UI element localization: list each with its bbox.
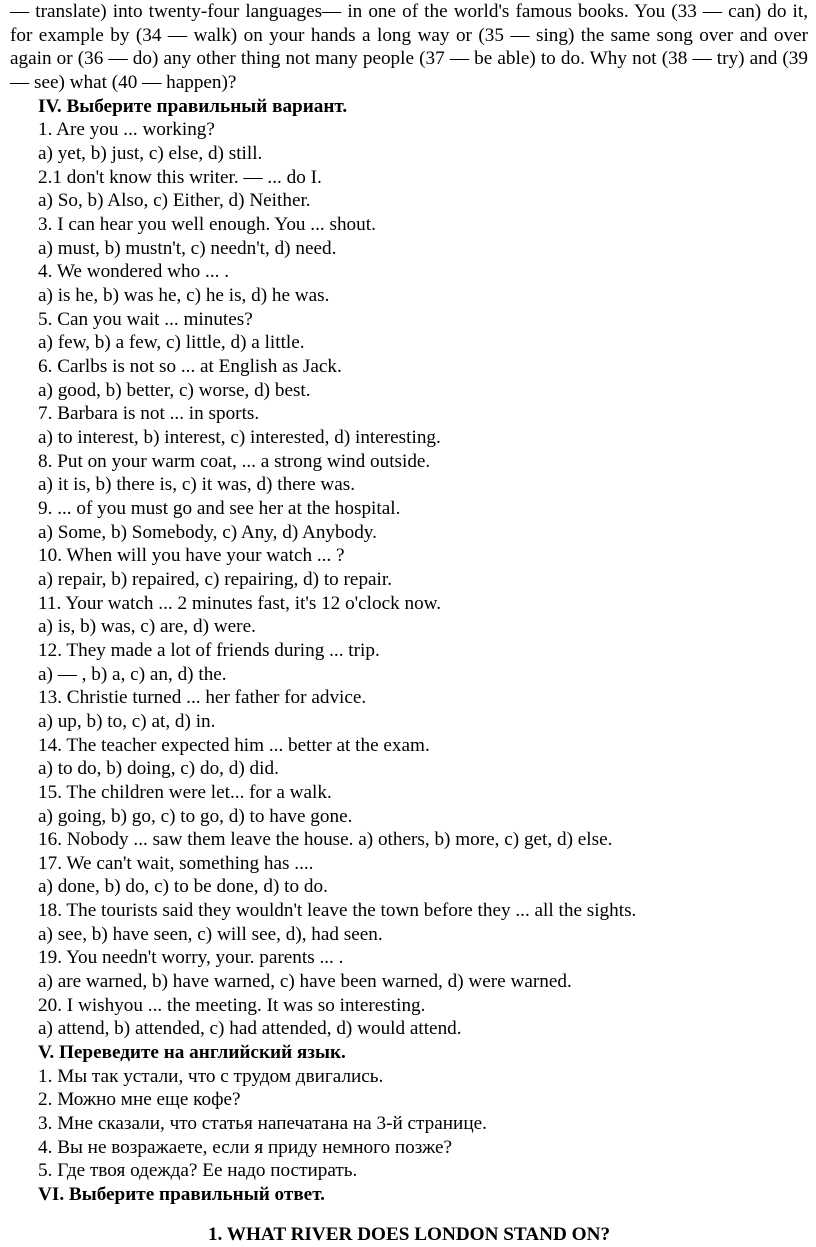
exercise-line: a) must, b) mustn't, c) needn't, d) need.	[38, 237, 337, 259]
translation-line: 1. Мы так устали, что с трудом двигались.	[38, 1065, 384, 1087]
exercise-line: 19. You needn't worry, your. parents ... .	[38, 947, 344, 969]
exercise-line: a) done, b) do, c) to be done, d) to do.	[38, 876, 328, 898]
exercise-line: 14. The teacher expected him ... better at the exam.	[38, 734, 430, 756]
exercise-line: 11. Your watch ... 2 minutes fast, it's 12 o'clock now.	[38, 592, 442, 614]
exercise-line: 8. Put on your warm coat, ... a strong wind outside.	[38, 450, 431, 472]
exercise-line: 2.1 don't know this writer. — ... do I.	[38, 166, 322, 188]
exercise-line: a) few, b) a few, c) little, d) a little.	[38, 332, 305, 354]
exercise-line: 6. Carlbs is not so ... at English as Jack.	[38, 356, 342, 378]
section-4-heading: IV. Выберите правильный вариант.	[38, 95, 348, 117]
translation-line: 4. Вы не возражаете, если я приду немного позже?	[38, 1136, 453, 1158]
exercise-line: a) up, b) to, c) at, d) in.	[38, 710, 216, 732]
exercise-line: 3. I can hear you well enough. You ... shout.	[38, 214, 376, 236]
translation-line: 5. Где твоя одежда? Ее надо постирать.	[38, 1160, 358, 1182]
section-6-question: 1. WHAT RIVER DOES LONDON STAND ON?	[207, 1223, 611, 1245]
exercise-line: 10. When will you have your watch ... ?	[38, 545, 345, 567]
exercise-line: 7. Barbara is not ... in sports.	[38, 403, 260, 425]
exercise-line: a) So, b) Also, c) Either, d) Neither.	[38, 190, 311, 212]
exercise-line: a) is, b) was, c) are, d) were.	[38, 616, 256, 638]
exercise-line: a) yet, b) just, c) else, d) still.	[38, 143, 263, 165]
exercise-line: a) going, b) go, c) to go, d) to have gone.	[38, 805, 353, 827]
translation-line: 2. Можно мне еще кофе?	[38, 1089, 241, 1111]
exercise-line: 20. I wishyou ... the meeting. It was so interesting.	[38, 994, 426, 1016]
exercise-line: a) to interest, b) interest, c) interested, d) interesting.	[38, 427, 441, 448]
exercise-line: a) attend, b) attended, c) had attended, d) would attend.	[38, 1018, 462, 1040]
exercise-line: a) are warned, b) have warned, c) have been warned, d) were warned.	[38, 971, 572, 993]
exercise-line: a) repair, b) repaired, c) repairing, d) to repair.	[38, 568, 393, 590]
exercise-line: 4. We wondered who ... .	[38, 261, 230, 283]
exercise-line: a) to do, b) doing, c) do, d) did.	[38, 758, 279, 780]
exercise-line: 12. They made a lot of friends during ... trip.	[38, 639, 380, 661]
exercise-line: 5. Can you wait ... minutes?	[38, 308, 253, 330]
exercise-line: a) see, b) have seen, c) will see, d), had seen.	[38, 923, 383, 945]
exercise-line: a) Some, b) Somebody, c) Any, d) Anybody.	[38, 521, 377, 543]
exercise-line: 17. We can't wait, something has ....	[38, 852, 314, 874]
section-5-heading: V. Переведите на английский язык.	[38, 1042, 346, 1064]
section-5-items	[10, 1065, 808, 1183]
translation-line: 3. Мне сказали, что статья напечатана на 3-й странице.	[38, 1113, 487, 1135]
exercise-line: 1. Are you ... working?	[38, 119, 215, 141]
exercise-line: 15. The children were let... for a walk.	[38, 781, 332, 803]
exercise-line: a) is he, b) was he, c) he is, d) he was.	[38, 285, 330, 307]
exercise-line: a) — , b) a, c) an, d) the.	[38, 663, 227, 685]
exercise-line: 18. The tourists said they wouldn't leave the town before they ... all the sights.	[38, 900, 637, 922]
exercise-line: a) it is, b) there is, c) it was, d) there was.	[38, 474, 356, 496]
intro-paragraph: — translate) into twenty-four languages— in one of the world's famous books. You (33 — can) do it, for example by (34 — walk) on your hands a long way or (35 — sing) the same song over and over again or (36 — do) any other thing not many people (37 — be able) to do. Why not (38 — try) and (39 — see) what (40 — happen)?	[10, 1, 808, 94]
exercise-line: 9. ... of you must go and see her at the hospital.	[38, 497, 401, 519]
exercise-line: a) good, b) better, c) worse, d) best.	[38, 379, 311, 401]
exercise-line: 13. Christie turned ... her father for advice.	[38, 687, 367, 709]
section-4-items	[10, 118, 808, 1041]
section-6-heading: VI. Выберите правильный ответ.	[38, 1184, 325, 1205]
exercise-line: 16. Nobody ... saw them leave the house. a) others, b) more, c) get, d) else.	[38, 829, 613, 851]
